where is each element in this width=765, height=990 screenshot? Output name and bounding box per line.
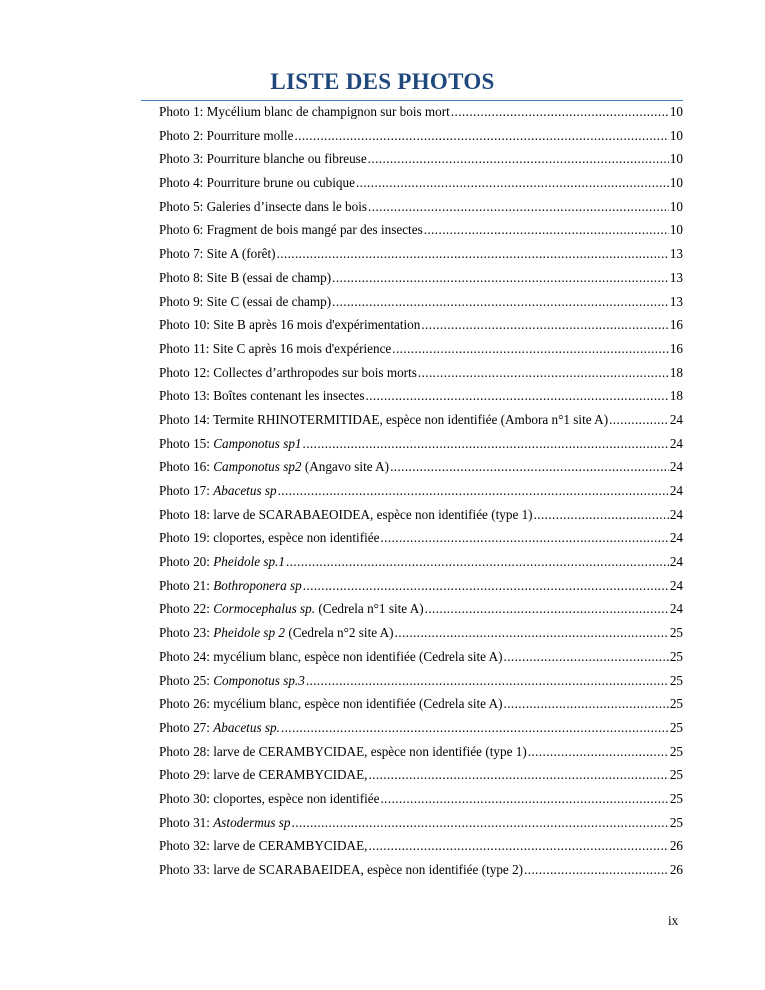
entry-page-number: 13 xyxy=(669,269,683,285)
dot-leader xyxy=(368,147,669,171)
entry-number: Photo 16: xyxy=(159,459,214,475)
toc-entry[interactable] xyxy=(159,266,683,290)
entry-caption: Pourriture brune ou cubique xyxy=(206,175,355,191)
entry-page-number: 25 xyxy=(669,719,683,735)
entry-caption: larve de CERAMBYCIDAE, xyxy=(213,767,368,783)
toc-entry[interactable] xyxy=(159,337,683,361)
entry-caption: (Cedrela n°2 site A) xyxy=(285,625,394,641)
entry-label xyxy=(159,621,394,645)
dot-leader xyxy=(424,218,669,242)
entry-label xyxy=(159,787,379,811)
dot-leader xyxy=(368,834,668,858)
entry-page-number: 16 xyxy=(669,340,683,356)
entry-page-number: 24 xyxy=(669,435,683,451)
entry-page-number: 25 xyxy=(669,814,683,830)
dot-leader xyxy=(294,124,668,148)
entry-label xyxy=(159,171,355,195)
entry-page-number: 25 xyxy=(669,743,683,759)
toc-entry[interactable] xyxy=(159,171,683,195)
entry-number: Photo 17: xyxy=(159,483,214,498)
entry-taxon-italic: Camponotus sp2 xyxy=(213,459,302,475)
entry-caption: Pourriture molle xyxy=(206,127,294,143)
entry-caption: Site C après 16 mois d'expérience xyxy=(212,340,392,356)
toc-entry[interactable] xyxy=(159,313,683,337)
entry-caption: Site B (essai de champ) xyxy=(206,269,332,285)
toc-entry[interactable] xyxy=(159,740,683,764)
entry-number: Photo 2: xyxy=(159,127,207,143)
entry-number: Photo 18: xyxy=(159,506,214,522)
entry-number: Photo 14: xyxy=(159,411,213,427)
entry-page-number: 25 xyxy=(669,625,683,641)
entry-number: Photo 24: xyxy=(159,648,214,664)
entry-caption: Site A (forêt) xyxy=(206,246,276,262)
entry-page-number: 24 xyxy=(669,411,683,427)
entry-page-number: 24 xyxy=(669,459,683,475)
dot-leader xyxy=(504,692,669,716)
dot-leader xyxy=(524,858,669,882)
entry-page-number: 24 xyxy=(669,483,683,498)
entry-number: Photo 29: xyxy=(159,767,214,783)
toc-entry[interactable] xyxy=(159,811,683,835)
toc-entry[interactable] xyxy=(159,834,683,858)
toc-entry[interactable] xyxy=(159,124,683,148)
toc-entry[interactable] xyxy=(159,479,683,503)
toc-entry[interactable] xyxy=(159,858,683,882)
entry-number: Photo 4: xyxy=(159,175,207,191)
dot-leader xyxy=(380,787,668,811)
entry-page-number: 13 xyxy=(669,246,683,262)
entry-page-number: 25 xyxy=(669,648,683,664)
entry-caption: Boîtes contenant les insectes xyxy=(213,388,365,404)
toc-entry[interactable] xyxy=(159,432,683,456)
entry-label xyxy=(159,574,302,598)
entry-number: Photo 22: xyxy=(159,601,214,617)
entry-number: Photo 33: xyxy=(159,862,214,877)
entry-caption: Site B après 16 mois d'expérimentation xyxy=(213,317,421,333)
entry-taxon-italic: Camponotus sp1 xyxy=(213,435,302,451)
entry-number: Photo 7: xyxy=(159,246,207,262)
entry-caption: Site C (essai de champ) xyxy=(206,293,332,309)
entry-page-number: 25 xyxy=(669,696,683,712)
entry-caption: mycélium blanc, espèce non identifiée (Cedrela site A) xyxy=(213,648,503,664)
dot-leader xyxy=(277,242,669,266)
toc-entry[interactable] xyxy=(159,147,683,171)
entry-page-number: 24 xyxy=(669,530,683,546)
entry-label xyxy=(159,432,302,456)
entry-caption: cloportes, espèce non identifiée xyxy=(213,530,380,546)
toc-entry[interactable] xyxy=(159,763,683,787)
entry-page-number: 10 xyxy=(669,104,683,119)
entry-label xyxy=(159,195,367,219)
entry-label xyxy=(159,597,424,621)
dot-leader xyxy=(392,337,669,361)
toc-entry[interactable] xyxy=(159,597,683,621)
toc-entry[interactable] xyxy=(159,526,683,550)
dot-leader xyxy=(425,597,669,621)
page-title: LISTE DES PHOTOS xyxy=(270,69,495,94)
entry-taxon-italic: Astodermus sp xyxy=(213,814,291,830)
dot-leader xyxy=(504,645,669,669)
entry-page-number: 13 xyxy=(669,293,683,309)
entry-number: Photo 15: xyxy=(159,435,214,451)
dot-leader xyxy=(332,290,669,314)
entry-number: Photo 5: xyxy=(159,198,207,214)
entry-label xyxy=(159,669,305,693)
dot-leader xyxy=(332,266,669,290)
toc-entry[interactable] xyxy=(159,242,683,266)
entry-label xyxy=(159,740,527,764)
entry-page-number: 25 xyxy=(669,767,683,783)
toc-entry[interactable] xyxy=(159,574,683,598)
dot-leader xyxy=(303,574,669,598)
dot-leader xyxy=(609,408,669,432)
entry-taxon-italic: Pheidole sp.1 xyxy=(213,554,286,570)
entry-number: Photo 21: xyxy=(159,577,214,593)
entry-label xyxy=(159,147,367,171)
entry-caption: Termite RHINOTERMITIDAE, espèce non identifiée (Ambora n°1 site A) xyxy=(213,411,609,427)
toc-entry[interactable] xyxy=(159,503,683,527)
toc-entry[interactable] xyxy=(159,645,683,669)
dot-leader xyxy=(390,455,669,479)
dot-leader xyxy=(451,100,669,124)
entry-number: Photo 31: xyxy=(159,814,214,830)
entry-caption: (Cedrela n°1 site A) xyxy=(315,601,424,617)
toc-entry[interactable] xyxy=(159,716,683,740)
entry-number: Photo 30: xyxy=(159,790,214,806)
entry-label xyxy=(159,834,367,858)
entry-number: Photo 28: xyxy=(159,743,214,759)
entry-number: Photo 12: xyxy=(159,364,214,380)
toc-entry[interactable] xyxy=(159,550,683,574)
toc-entry[interactable] xyxy=(159,195,683,219)
entry-page-number: 10 xyxy=(669,127,683,143)
entry-page-number: 26 xyxy=(669,838,683,854)
entry-taxon-italic: Abacetus sp. xyxy=(213,719,280,735)
entry-label xyxy=(159,455,389,479)
entry-number: Photo 10: xyxy=(159,317,214,333)
entry-number: Photo 23: xyxy=(159,625,214,641)
toc-entry[interactable] xyxy=(159,100,683,124)
entry-number: Photo 13: xyxy=(159,388,214,404)
entry-number: Photo 3: xyxy=(159,151,207,167)
entry-number: Photo 27: xyxy=(159,719,214,735)
entry-number: Photo 19: xyxy=(159,530,214,546)
entry-label xyxy=(159,384,365,408)
entry-page-number: 24 xyxy=(669,554,683,570)
entry-caption: (Angavo site A) xyxy=(301,459,390,475)
entry-number: Photo 1: xyxy=(159,104,207,119)
entry-number: Photo 8: xyxy=(159,269,207,285)
entry-number: Photo 32: xyxy=(159,838,214,854)
toc-entry[interactable] xyxy=(159,361,683,385)
entry-page-number: 16 xyxy=(669,317,683,333)
dot-leader xyxy=(534,503,669,527)
entry-caption: larve de CERAMBYCIDAE, xyxy=(213,838,368,854)
entry-page-number: 10 xyxy=(669,151,683,167)
entry-page-number: 10 xyxy=(669,198,683,214)
entry-page-number: 24 xyxy=(669,577,683,593)
dot-leader xyxy=(303,432,669,456)
entry-caption: cloportes, espèce non identifiée xyxy=(213,790,380,806)
entry-label xyxy=(159,526,379,550)
entry-taxon-italic: Bothroponera sp xyxy=(213,577,302,593)
entry-label xyxy=(159,100,450,124)
dot-leader xyxy=(286,550,669,574)
toc-entry[interactable] xyxy=(159,669,683,693)
entry-label xyxy=(159,290,331,314)
entry-page-number: 18 xyxy=(669,388,683,404)
entry-label xyxy=(159,811,291,835)
toc-entry[interactable] xyxy=(159,384,683,408)
entry-number: Photo 9: xyxy=(159,293,207,309)
entry-page-number: 24 xyxy=(669,506,683,522)
entry-taxon-italic: Cormocephalus sp. xyxy=(213,601,316,617)
entry-caption: Pourriture blanche ou fibreuse xyxy=(206,151,367,167)
entry-caption: larve de CERAMBYCIDAE, espèce non identifiée (type 1) xyxy=(213,743,527,759)
entry-number: Photo 26: xyxy=(159,696,214,712)
dot-leader xyxy=(395,621,669,645)
entry-label xyxy=(159,313,420,337)
dot-leader xyxy=(366,384,669,408)
dot-leader xyxy=(306,669,669,693)
entry-taxon-italic: Componotus sp.3 xyxy=(213,672,305,688)
entry-number: Photo 6: xyxy=(159,222,207,238)
entry-page-number: 10 xyxy=(669,175,683,191)
entry-taxon-italic: Pheidole sp 2 xyxy=(213,625,286,641)
entry-label xyxy=(159,858,523,882)
entry-label xyxy=(159,479,277,503)
entry-caption: larve de SCARABAEIDEA, espèce non identifiée (type 2) xyxy=(213,862,524,877)
entry-label xyxy=(159,645,503,669)
dot-leader xyxy=(368,195,669,219)
entry-page-number: 25 xyxy=(669,790,683,806)
entry-label xyxy=(159,716,280,740)
entry-label xyxy=(159,337,391,361)
entry-page-number: 18 xyxy=(669,364,683,380)
entry-number: Photo 25: xyxy=(159,672,214,688)
toc-entry[interactable] xyxy=(159,455,683,479)
toc-entry[interactable] xyxy=(159,290,683,314)
entry-number: Photo 11: xyxy=(159,340,213,356)
entry-page-number: 26 xyxy=(669,862,683,877)
entry-page-number: 24 xyxy=(669,601,683,617)
entry-label xyxy=(159,503,533,527)
page-number: ix xyxy=(668,913,679,928)
entry-caption: larve de SCARABAEOIDEA, espèce non identifiée (type 1) xyxy=(213,506,533,522)
dot-leader xyxy=(278,479,669,503)
dot-leader xyxy=(421,313,668,337)
entry-label xyxy=(159,550,285,574)
entry-label xyxy=(159,361,417,385)
dot-leader xyxy=(528,740,669,764)
toc-entry[interactable] xyxy=(159,692,683,716)
entry-label xyxy=(159,692,503,716)
entry-page-number: 10 xyxy=(669,222,683,238)
entry-caption: Mycélium blanc de champignon sur bois mort xyxy=(206,104,450,119)
dot-leader xyxy=(356,171,669,195)
photo-list xyxy=(159,100,683,882)
dot-leader xyxy=(292,811,669,835)
toc-entry[interactable] xyxy=(159,621,683,645)
entry-label xyxy=(159,763,367,787)
entry-caption: Collectes d’arthropodes sur bois morts xyxy=(213,364,417,380)
entry-page-number: 25 xyxy=(669,672,683,688)
toc-entry[interactable] xyxy=(159,408,683,432)
entry-caption: mycélium blanc, espèce non identifiée (Cedrela site A) xyxy=(213,696,503,712)
entry-label xyxy=(159,408,608,432)
dot-leader xyxy=(380,526,668,550)
dot-leader xyxy=(368,763,668,787)
dot-leader xyxy=(418,361,669,385)
entry-caption: Galeries d’insecte dans le bois xyxy=(206,198,368,214)
entry-caption: Fragment de bois mangé par des insectes xyxy=(206,222,423,238)
toc-entry[interactable] xyxy=(159,787,683,811)
entry-label xyxy=(159,266,331,290)
entry-label xyxy=(159,218,423,242)
entry-taxon-italic: Abacetus sp xyxy=(213,483,277,498)
dot-leader xyxy=(281,716,669,740)
entry-number: Photo 20: xyxy=(159,554,214,570)
entry-label xyxy=(159,124,293,148)
toc-entry[interactable] xyxy=(159,218,683,242)
entry-label xyxy=(159,242,276,266)
